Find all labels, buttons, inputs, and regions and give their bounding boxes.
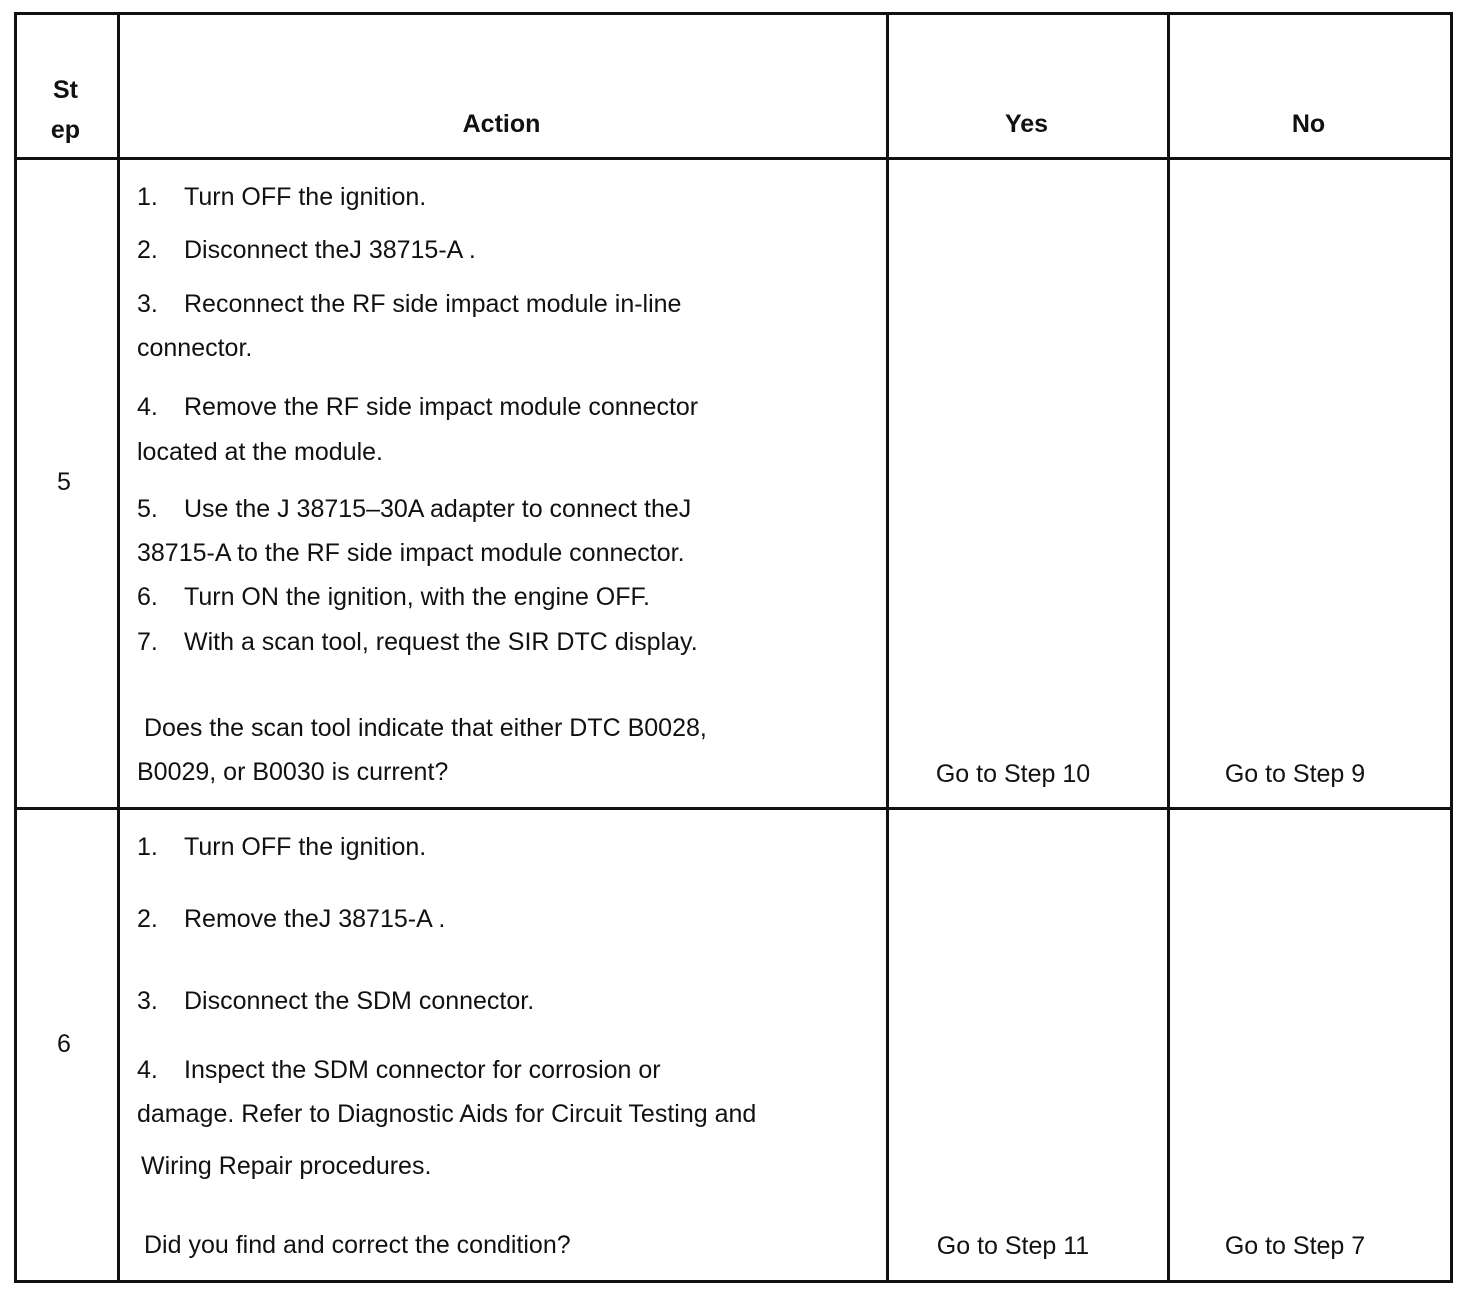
header-divider [14, 157, 1453, 160]
col-divider-action [886, 12, 889, 1283]
col-divider-yes [1167, 12, 1170, 1283]
item-number: 7. [137, 628, 158, 656]
list-item [137, 1048, 661, 1092]
item-text: Inspect the SDM connector for corrosion or [184, 1056, 661, 1084]
item-continuation: Wiring Repair procedures. [141, 1152, 432, 1180]
header-no: No [1291, 110, 1326, 138]
item-continuation: 38715-A to the RF side impact module connector. [137, 539, 685, 567]
item-continuation: connector. [137, 334, 253, 362]
yes-result: Go to Step 11 [936, 1232, 1090, 1260]
item-number: 2. [137, 905, 158, 933]
item-number: 4. [137, 1056, 158, 1084]
item-text: Turn OFF the ignition. [184, 833, 427, 861]
question-text: Does the scan tool indicate that either DTC B0028, [144, 714, 707, 742]
list-item [137, 282, 681, 326]
item-text: Use the J 38715–30A adapter to connect theJ [184, 495, 692, 523]
item-number: 5. [137, 495, 158, 523]
row-divider [14, 807, 1453, 810]
col-divider-step [117, 12, 120, 1283]
item-number: 3. [137, 987, 158, 1015]
item-number: 1. [137, 183, 158, 211]
list-item [137, 897, 445, 941]
item-text: Turn ON the ignition, with the engine OFF. [184, 583, 650, 611]
no-result: Go to Step 9 [1224, 760, 1366, 788]
list-item [137, 825, 426, 869]
table-border-top [14, 12, 1453, 15]
item-number: 4. [137, 393, 158, 421]
question-text: Did you find and correct the condition? [144, 1231, 571, 1259]
item-text: Remove the RF side impact module connector [184, 393, 699, 421]
table-border-right [1450, 12, 1453, 1283]
list-item [137, 228, 476, 272]
table-border-left [14, 12, 17, 1283]
yes-result: Go to Step 10 [935, 760, 1091, 788]
list-item [137, 620, 698, 664]
item-number: 1. [137, 833, 158, 861]
list-item [137, 575, 650, 619]
list-item [137, 175, 426, 219]
item-text: Turn OFF the ignition. [184, 183, 427, 211]
header-yes: Yes [1004, 110, 1049, 138]
item-continuation: located at the module. [137, 438, 383, 466]
question-text: B0029, or B0030 is current? [137, 758, 449, 786]
item-number: 6. [137, 583, 158, 611]
list-item [137, 385, 698, 429]
item-continuation: damage. Refer to Diagnostic Aids for Circuit Testing and [137, 1100, 757, 1128]
header-step-line1: St [53, 76, 78, 104]
item-text: With a scan tool, request the SIR DTC display. [184, 628, 698, 656]
step-number: 5 [57, 468, 71, 496]
item-number: 3. [137, 290, 158, 318]
diagnostic-table [14, 12, 1453, 1283]
header-action: Action [462, 110, 541, 138]
no-result: Go to Step 7 [1224, 1232, 1366, 1260]
item-text: Disconnect the SDM connector. [184, 987, 535, 1015]
item-text: Reconnect the RF side impact module in-line [184, 290, 682, 318]
header-step-line2: ep [50, 116, 81, 144]
item-text: Remove theJ 38715-A . [184, 905, 446, 933]
item-number: 2. [137, 236, 158, 264]
list-item [137, 487, 691, 531]
item-text: Disconnect theJ 38715-A . [184, 236, 476, 264]
table-border-bottom [14, 1280, 1453, 1283]
step-number: 6 [57, 1030, 71, 1058]
header-step [14, 70, 117, 150]
list-item [137, 979, 534, 1023]
